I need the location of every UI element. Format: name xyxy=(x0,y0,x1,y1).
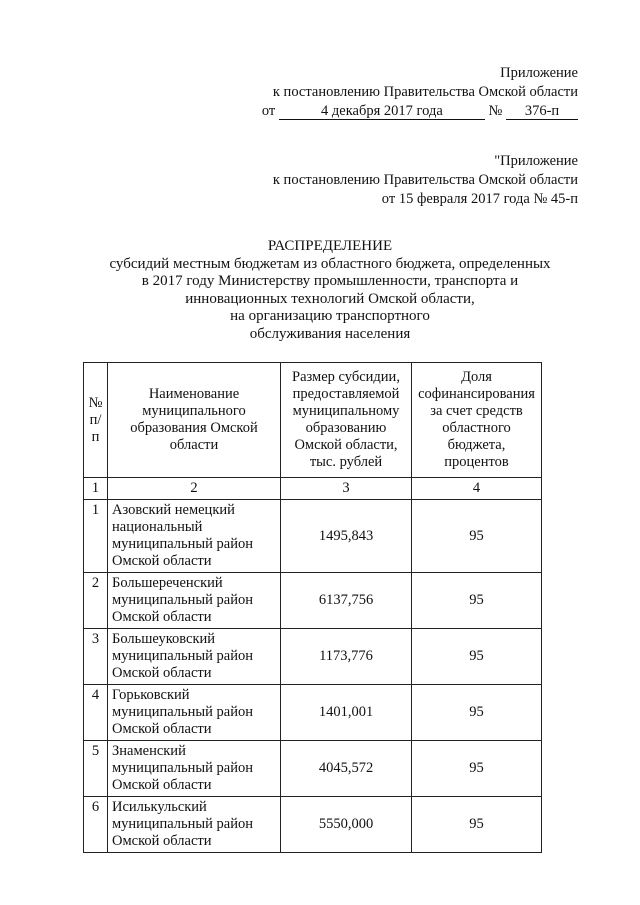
subsidy-amount: 1173,776 xyxy=(281,629,412,685)
table-row xyxy=(84,685,542,741)
number-prefix: № xyxy=(488,103,503,119)
table-row xyxy=(84,573,542,629)
row-number: 6 xyxy=(84,797,108,853)
resolution-number: 376-п xyxy=(506,103,578,120)
table-header-row xyxy=(84,363,542,478)
resolution-date-line xyxy=(262,102,578,121)
title-heading: РАСПРЕДЕЛЕНИЕ xyxy=(267,238,393,254)
header-subsidy-amount: Размер субсидии, предоставляемой муниципальному образованию Омской области, тыс. рублей xyxy=(281,363,412,478)
appendix-label: Приложение xyxy=(500,65,578,81)
municipality-name: Знаменский муниципальный район Омской области xyxy=(108,741,281,797)
prior-appendix-label: "Приложение xyxy=(494,153,578,169)
table-row xyxy=(84,629,542,685)
column-index: 1 xyxy=(84,478,108,500)
title-line: обслуживания населения xyxy=(249,325,411,342)
municipality-name: Горьковский муниципальный район Омской области xyxy=(108,685,281,741)
header-number: № п/п xyxy=(84,363,108,478)
header-cofinancing-share: Доля софинансирования за счет средств областного бюджета, процентов xyxy=(412,363,542,478)
resolution-date: 4 декабря 2017 года xyxy=(279,103,485,120)
title-line: инновационных технологий Омской области, xyxy=(185,290,475,307)
subsidy-table xyxy=(83,362,542,853)
table-row xyxy=(84,741,542,797)
cofinancing-share: 95 xyxy=(412,797,542,853)
from-prefix: от xyxy=(261,103,276,119)
subsidy-amount: 6137,756 xyxy=(281,573,412,629)
row-number: 4 xyxy=(84,685,108,741)
header-municipality: Наименование муниципального образования Омской области xyxy=(108,363,281,478)
table-row xyxy=(84,797,542,853)
subsidy-amount: 4045,572 xyxy=(281,741,412,797)
cofinancing-share: 95 xyxy=(412,629,542,685)
cofinancing-share: 95 xyxy=(412,500,542,573)
column-index: 2 xyxy=(108,478,281,500)
municipality-name: Азовский немецкий национальный муниципальный район Омской области xyxy=(108,500,281,573)
table-row xyxy=(84,500,542,573)
municipality-name: Исилькульский муниципальный район Омской области xyxy=(108,797,281,853)
column-index: 4 xyxy=(412,478,542,500)
row-number: 1 xyxy=(84,500,108,573)
column-index: 3 xyxy=(281,478,412,500)
row-number: 2 xyxy=(84,573,108,629)
document-title xyxy=(80,238,580,343)
municipality-name: Большереченский муниципальный район Омской области xyxy=(108,573,281,629)
prior-resolution-date: от 15 февраля 2017 года № 45-п xyxy=(381,191,578,207)
appendix-header xyxy=(262,64,578,121)
title-line: в 2017 году Министерству промышленности, транспорта и xyxy=(141,273,519,289)
title-line: субсидий местным бюджетам из областного бюджета, определенных xyxy=(109,255,551,272)
title-line: на организацию транспортного xyxy=(230,308,430,324)
municipality-name: Большеуковский муниципальный район Омской области xyxy=(108,629,281,685)
cofinancing-share: 95 xyxy=(412,573,542,629)
row-number: 3 xyxy=(84,629,108,685)
cofinancing-share: 95 xyxy=(412,685,542,741)
resolution-reference: к постановлению Правительства Омской области xyxy=(272,84,578,100)
subsidy-amount: 5550,000 xyxy=(281,797,412,853)
cofinancing-share: 95 xyxy=(412,741,542,797)
subsidy-amount: 1495,843 xyxy=(281,500,412,573)
column-index-row xyxy=(84,478,542,500)
row-number: 5 xyxy=(84,741,108,797)
prior-resolution-reference: к постановлению Правительства Омской области xyxy=(272,172,578,188)
subsidy-amount: 1401,001 xyxy=(281,685,412,741)
prior-appendix-header xyxy=(273,152,578,209)
